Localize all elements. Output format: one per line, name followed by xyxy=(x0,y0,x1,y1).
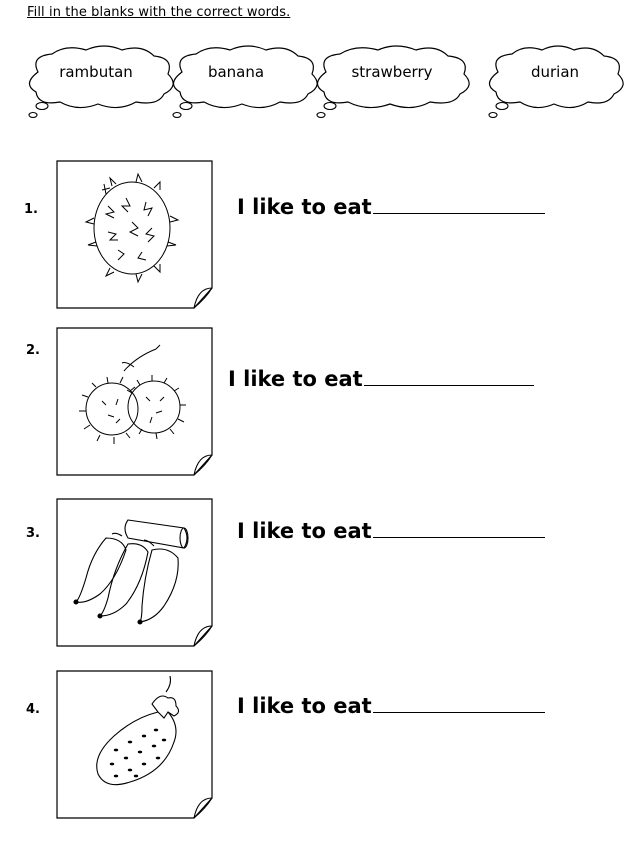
word-cloud xyxy=(306,42,474,122)
sentence-text: I like to eat xyxy=(237,694,372,718)
question-row xyxy=(0,670,638,820)
word-bank-item: strawberry xyxy=(351,63,433,81)
instruction-text: Fill in the blanks with the correct words. xyxy=(27,5,291,20)
thought-cloud-icon xyxy=(306,42,474,122)
word-cloud xyxy=(162,42,322,122)
question-row xyxy=(0,498,638,648)
answer-blank[interactable] xyxy=(373,535,545,538)
banana-icon xyxy=(56,498,214,648)
sentence-text: I like to eat xyxy=(228,367,363,391)
sentence-text: I like to eat xyxy=(237,195,372,219)
fill-in-sentence xyxy=(237,694,545,718)
question-number: 2. xyxy=(26,343,40,358)
fill-in-sentence xyxy=(228,367,534,391)
word-bank-item: rambutan xyxy=(59,63,133,81)
question-row xyxy=(0,327,638,477)
picture-card xyxy=(56,160,214,310)
durian-icon xyxy=(56,160,214,310)
question-number: 3. xyxy=(26,526,40,541)
sentence-text: I like to eat xyxy=(237,519,372,543)
answer-blank[interactable] xyxy=(364,383,534,386)
picture-card xyxy=(56,327,214,477)
word-bank-item: banana xyxy=(207,63,265,81)
word-bank-item: durian xyxy=(530,63,580,81)
question-number: 1. xyxy=(24,202,38,217)
fill-in-sentence xyxy=(237,195,545,219)
answer-blank[interactable] xyxy=(373,710,545,713)
question-row xyxy=(0,160,638,310)
picture-card xyxy=(56,670,214,820)
answer-blank[interactable] xyxy=(373,211,545,214)
picture-card xyxy=(56,498,214,648)
thought-cloud-icon xyxy=(18,42,178,122)
word-cloud xyxy=(18,42,178,122)
strawberry-icon xyxy=(56,670,214,820)
word-cloud xyxy=(478,42,628,122)
word-bank xyxy=(0,40,638,135)
question-number: 4. xyxy=(26,702,40,717)
thought-cloud-icon xyxy=(478,42,628,122)
fill-in-sentence xyxy=(237,519,545,543)
rambutan-icon xyxy=(56,327,214,477)
thought-cloud-icon xyxy=(162,42,322,122)
